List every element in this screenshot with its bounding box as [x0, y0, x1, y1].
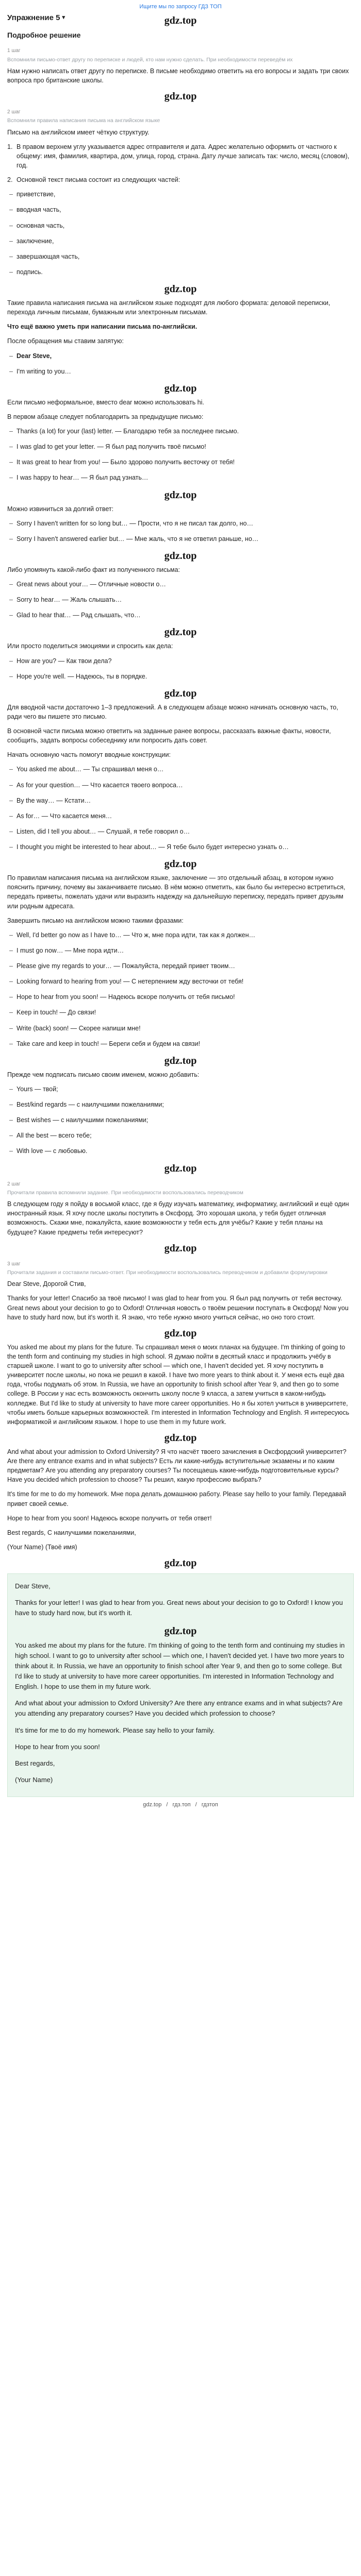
final-p2: You asked me about my plans for the future. I'm thinking of going to the tenth form and continuing my studies in high school. I want to go to university after school — which one, I haven't decided yet. I have two more years to think about it. In Russia, we have an opportunity to finish school after Year 9, and then go to some college. But I'd like to study at university to have more career opportunities. I'm interested in Information Technology and English. I hope to use them in my future work. — [15, 1641, 345, 1691]
list-item: – I must go now… — Мне пора идти… — [17, 946, 354, 955]
list-item: – Well, I'd better go now as I have to… — Что ж, мне пора идти, так как я должен… — [17, 930, 354, 940]
step-tag: 3 шаг — [7, 1261, 21, 1267]
list-item: 1. В правом верхнем углу указывается адрес отправителя и дата. Адрес желательно оформить от частного к общему: имя, фамилия, квартира, дом, улица, город, страна. Дату лучше записать так: число, месяц (словом), год. — [7, 143, 350, 170]
list-item: – подпись. — [17, 267, 354, 277]
formal-note: Такие правила написания письма на английском языке подходят для любого формата: деловой переписки, перехода личным письмам, бумажным или электронным письмам. — [7, 299, 331, 316]
final-name: (Your Name) — [15, 1775, 53, 1784]
news-examples — [7, 580, 354, 620]
list-item: – вводная часть, — [17, 205, 354, 214]
watermark: gdz.top — [164, 550, 197, 562]
news-note: Либо упомянуть какой-либо факт из полученного письма: — [7, 566, 180, 573]
ask-note: Или просто поделиться эмоциями и спросить как дела: — [7, 642, 173, 650]
list-item: – I'm writing to you… — [17, 367, 354, 376]
list-item: – You asked me about… — Ты спрашивал меня о… — [17, 765, 354, 774]
step-tag: 2 шаг — [7, 109, 21, 115]
bottom-sep: / — [195, 1802, 197, 1808]
watermark: gdz.top — [164, 626, 197, 638]
watermark: gdz.top — [164, 283, 197, 295]
solution-content — [0, 44, 361, 1569]
draft-greeting: Dear Steve, Дорогой Стив, — [7, 1280, 86, 1288]
list-item: – приветствие, — [17, 190, 354, 199]
list-item: – Keep in touch! — До связи! — [17, 1008, 354, 1017]
list-item: – Dear Steve, — [17, 351, 354, 361]
list-item: – By the way… — Кстати… — [17, 796, 354, 805]
list-item: – Glad to hear that… — Рад слышать, что… — [17, 611, 354, 620]
closing-note: По правилам написания письма на английском языке, заключение — это отдельный абзац, в котором нужно пояснить причину, почему вы заканчиваете письмо. В нём можно отметить, как было бы интересно встретиться, передать приветы, пожелать удачи или выразить надежду на дальнейшую переписку, передать привет друзьям или родным адресата. — [7, 874, 346, 910]
final-answer-box — [7, 1573, 354, 1797]
exercise-title-text: Упражнение 5 — [7, 13, 60, 22]
search-link[interactable]: Ищите мы по запросу ГДЗ ТОП — [139, 4, 222, 10]
ask-examples — [7, 656, 354, 681]
draft-body4: It's time for me to do my homework. Мне пора делать домашнюю работу. Please say hello to your family. Передавай привет своей семье. — [7, 1490, 346, 1507]
draft-body5: Hope to hear from you soon! Надеюсь вскоре получить от тебя ответ! — [7, 1514, 212, 1522]
section-title: Подробное решение — [7, 30, 81, 39]
watermark: gdz.top — [164, 858, 197, 870]
step2-text: В следующем году я пойду в восьмой класс, где я буду изучать математику, информатику, английский и ещё один иностранный язык. Я хочу после школы поступить в Оксфорд. Это хорошая школа, у тебя будет отличная возможность. Скажи мне, пожалуйста, какие возможности у тебя есть для учёбы? Какие у тебя планы на будущее? Какие предметы тебя интересуют? — [7, 1200, 349, 1236]
main-examples — [7, 765, 354, 852]
list-item: – Hope to hear from you soon! — Надеюсь вскоре получить от тебя письмо! — [17, 992, 354, 1002]
list-item: – I thought you might be interested to hear about… — Я тебе было будет интересно узнать о… — [17, 842, 354, 852]
main-part-note: Для вводной части достаточно 1–3 предложений. А в следующем абзаце можно начинать основную часть, то, ради чего вы пишете это письмо. — [7, 703, 338, 720]
list-item: – Great news about your… — Отличные новости о… — [17, 580, 354, 589]
list-item: – заключение, — [17, 236, 354, 246]
list-item: – Please give my regards to your… — Пожалуйста, передай привет твоим… — [17, 961, 354, 971]
sorry-examples — [7, 519, 354, 544]
thanks-examples — [7, 427, 354, 483]
bottom-link[interactable]: гдз.топ — [172, 1802, 191, 1808]
signature-note: Прежде чем подписать письмо своим именем, можно добавить: — [7, 1071, 200, 1078]
structure-intro: Письмо на английском имеет чёткую структуру. — [7, 128, 150, 136]
list-item: – Hope you're well. — Надеюсь, ты в порядке. — [17, 672, 354, 681]
final-p3: And what about your admission to Oxford University? Are there any entrance exams and in what subjects? Are you attending any preparatory courses? Have you decided which profession to choose? — [15, 1699, 343, 1718]
structure-list — [7, 142, 354, 185]
watermark: gdz.top — [164, 1625, 197, 1637]
draft-body3: And what about your admission to Oxford University? Я что насчёт твоего зачисления в Оксфордский университет? Are there any entrance exams and in what subjects? Есть ли какие-нибудь вступительные экзамены и по каким предметам? Are you attending any preparatory courses? Ты посещаешь какие-нибудь подготовительные курсы? Have you decided which profession to choose? Ты решил, какую профессию выбрать? — [7, 1448, 347, 1484]
end-note: Завершить письмо на английском можно такими фразами: — [7, 917, 184, 924]
watermark: gdz.top — [164, 1327, 197, 1339]
watermark: gdz.top — [164, 489, 197, 501]
watermark: gdz.top — [164, 14, 197, 26]
step-note: Прочитали правила вспомнили задание. При необходимости воспользовались переводчиком — [7, 1190, 243, 1196]
watermark: gdz.top — [164, 1432, 197, 1444]
watermark: gdz.top — [164, 1055, 197, 1066]
list-item: – Sorry to hear… — Жаль слышать… — [17, 595, 354, 604]
step-note: Прочитали задания и составили письмо-ответ. При необходимости воспользовались переводчиком и добавили формулировки — [7, 1269, 327, 1276]
informal-note: Если письмо неформальное, вместо dear можно использовать hi. — [7, 398, 204, 406]
watermark: gdz.top — [164, 1557, 197, 1569]
watermark: gdz.top — [164, 687, 197, 699]
list-item: – Best/kind regards — с наилучшими пожеланиями; — [17, 1100, 354, 1109]
what-to-know: Что ещё важно уметь при написании письма по-английски. — [7, 323, 198, 331]
watermark: gdz.top — [164, 90, 197, 102]
list-item: – Yours — твой; — [17, 1084, 354, 1094]
signature-examples — [7, 1084, 354, 1156]
list-item: – завершающая часть, — [17, 252, 354, 261]
list-item: – I was glad to get your letter. — Я был рад получить твоё письмо! — [17, 442, 354, 451]
bottom-links — [0, 1801, 361, 1809]
list-item: – All the best — всего тебе; — [17, 1131, 354, 1140]
list-item: – With love — с любовью. — [17, 1146, 354, 1156]
bottom-link[interactable]: gdz.top — [143, 1802, 162, 1808]
list-item: 2. Основной текст письма состоит из следующих частей: — [7, 176, 180, 184]
end-examples — [7, 930, 354, 1048]
list-item: – It was great to hear from you! — Было здорово получить весточку от тебя! — [17, 457, 354, 467]
list-item: – основная часть, — [17, 221, 354, 230]
main-start-note: Начать основную часть помогут вводные конструкции: — [7, 751, 171, 759]
watermark: gdz.top — [164, 1242, 197, 1254]
bottom-sep: / — [166, 1802, 168, 1808]
watermark: gdz.top — [164, 382, 197, 394]
list-item: – I was happy to hear… — Я был рад узнать… — [17, 473, 354, 482]
final-greeting: Dear Steve, — [15, 1582, 51, 1590]
step-note: Вспомнили письмо-ответ другу по переписке и людей, кто нам нужно сделать. При необходимости переведём их — [7, 56, 293, 63]
final-p4: It's time for me to do my homework. Please say hello to your family. — [15, 1726, 215, 1734]
after-greeting: После обращения мы ставим запятую: — [7, 337, 124, 345]
list-item: – Looking forward to hearing from you! — С нетерпением жду весточки от тебя! — [17, 977, 354, 986]
list-item: – Thanks (a lot) for your (last) letter. — Благодарю тебя за последнее письмо. — [17, 427, 354, 436]
long-time-note: Можно извиниться за долгий ответ: — [7, 505, 114, 513]
intro-para-note: В первом абзаце следует поблагодарить за предыдущие письмо: — [7, 413, 204, 420]
chevron-down-icon: ▾ — [62, 14, 65, 21]
greeting-examples — [7, 351, 354, 376]
list-item: – Best wishes — с наилучшими пожеланиями; — [17, 1115, 354, 1125]
list-item: – How are you? — Как твои дела? — [17, 656, 354, 666]
main-part-note2: В основной части письма можно ответить на заданные ранее вопросы, рассказать важные факты, новости, сообщить, задать вопросы собеседнику или попросить дать совет. — [7, 727, 331, 744]
intro-text: Нам нужно написать ответ другу по переписке. В письме необходимо ответить на его вопросы и задать три своих вопроса про британские школы. — [7, 67, 349, 84]
final-p5: Hope to hear from you soon! — [15, 1742, 100, 1751]
watermark: gdz.top — [164, 1162, 197, 1174]
draft-closing: Best regards, С наилучшими пожеланиями, — [7, 1529, 136, 1536]
step-note: Вспомнили правила написания письма на английском языке — [7, 117, 160, 124]
list-item: – As for… — Что касается меня… — [17, 811, 354, 821]
top-link-bar — [0, 0, 361, 11]
list-item: – As for your question… — Что касается твоего вопроса… — [17, 781, 354, 790]
draft-body: Thanks for your letter! Спасибо за твоё письмо! I was glad to hear from you. Я был рад получить от тебя весточку. Great news about your decision to go to Oxford! Отличная новость о твоём решении поступать в Оксфорд! Now you have to study hard now, but it's worth it. Я знаю, что тебе нужно много учиться сейчас, но оно того стоит. — [7, 1295, 349, 1321]
final-p1: Thanks for your letter! I was glad to hear from you. Great news about your decision to go to Oxford! I know you have to study hard now, but it's worth it. — [15, 1599, 343, 1617]
list-item: – Write (back) soon! — Скорее напиши мне! — [17, 1024, 354, 1033]
list-item: – Listen, did I tell you about… — Слушай, я тебе говорил о… — [17, 827, 354, 836]
step-tag: 2 шаг — [7, 1181, 21, 1187]
draft-body2: You asked me about my plans for the future. Ты спрашивал меня о моих планах на будущее. I'm thinking of going to the tenth form and continuing my studies in high school. Я думаю пойти в десятый класс и продолжить учёбу в старшей школе. I want to go to university after school — which one, I haven't decided yet. Я хочу поступить в университет после школы, но пока не решил в какой. I have two more years to think about it. У меня есть ещё два года, чтобы подумать об этом. In Russia, we have an opportunity to finish school after Year 9, and then go to some college. В России у нас есть возможность окончить школу после 9 класса, а затем учиться в каком-нибудь колледже. But I'd like to study at university to have more career opportunities. Но я бы хотел учиться в университете, чтобы иметь больше карьерных возможностей. I'm interested in Information Technology and English. Я интересуюсь информатикой и английским языком. I hope to use them in my future work. — [7, 1343, 350, 1426]
bottom-link[interactable]: гдзтоп — [201, 1802, 218, 1808]
draft-name: (Your Name) (Твоё имя) — [7, 1543, 77, 1551]
step-tag: 1 шаг — [7, 48, 21, 54]
parts-list — [7, 190, 354, 277]
list-item: – Take care and keep in touch! — Береги себя и будем на связи! — [17, 1039, 354, 1048]
list-item: – Sorry I haven't written for so long but… — Прости, что я не писал так долго, но… — [17, 519, 354, 528]
final-closing: Best regards, — [15, 1759, 55, 1767]
list-item: – Sorry I haven't answered earlier but… — Мне жаль, что я не ответил раньше, но… — [17, 534, 354, 544]
